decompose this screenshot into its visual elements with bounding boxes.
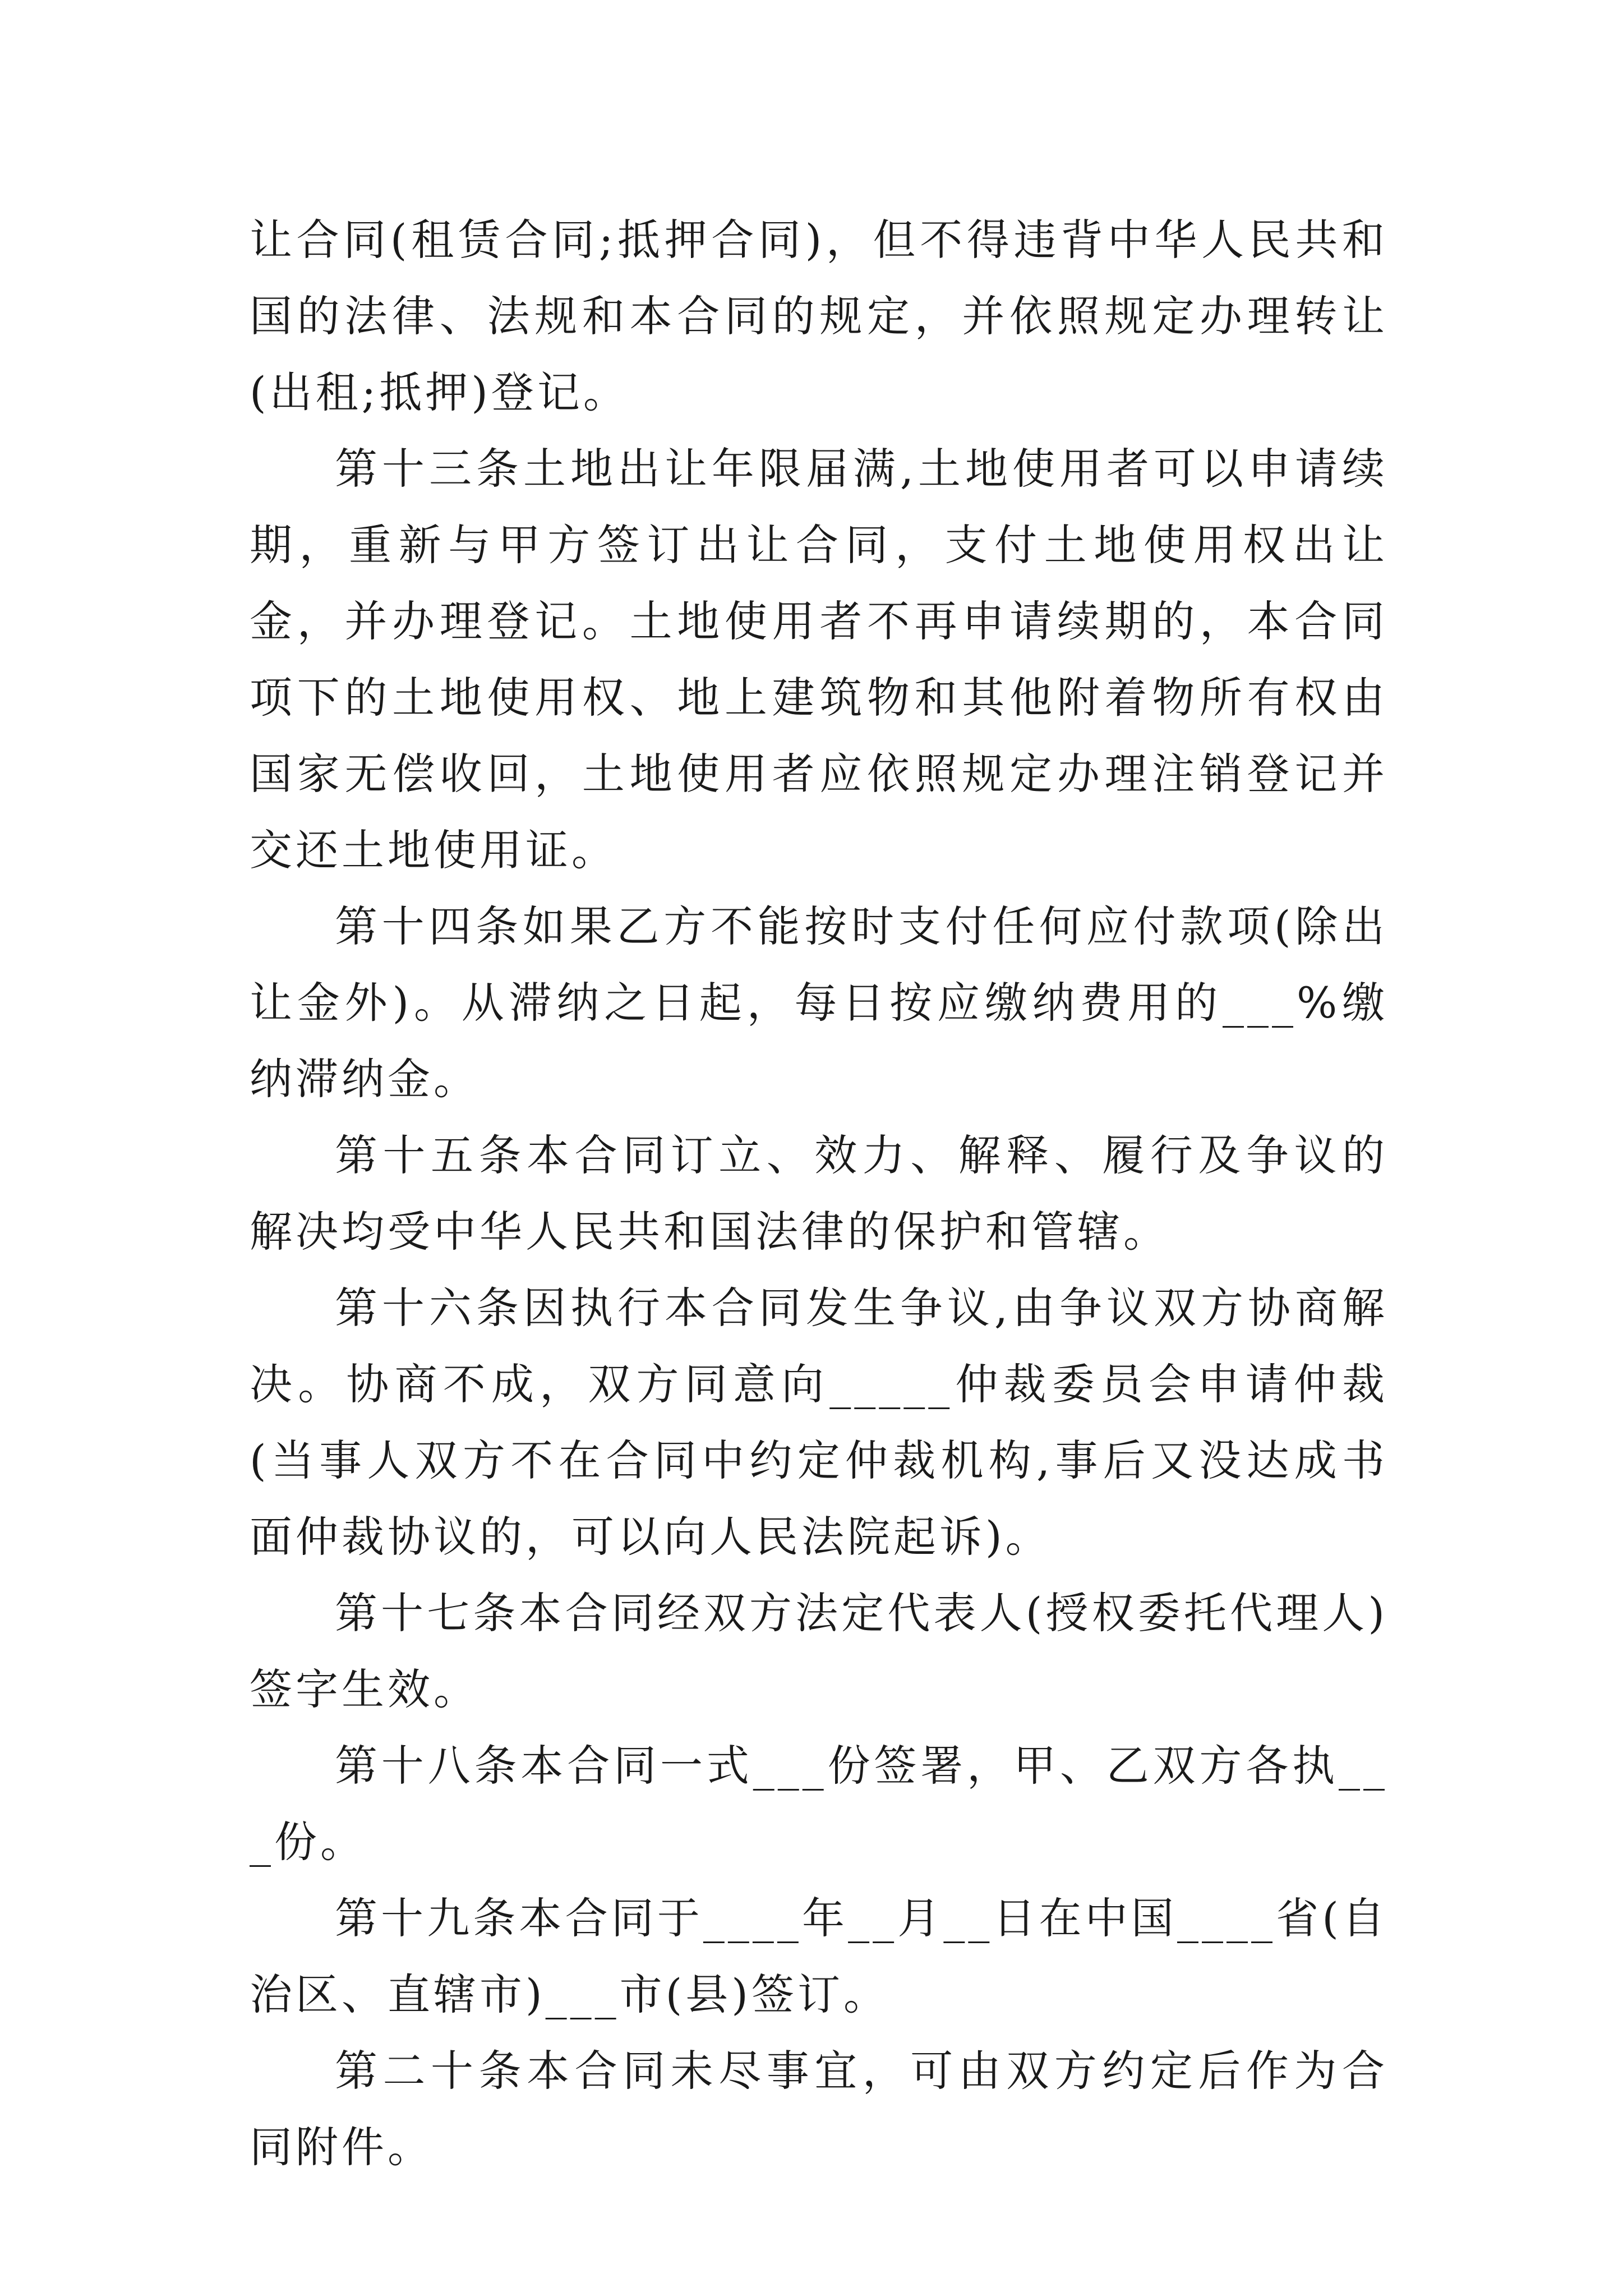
paragraph-article-13: 第十三条土地出让年限届满,土地使用者可以申请续期，重新与甲方签订出让合同，支付土地使用权出让金，并办理登记。土地使用者不再申请续期的，本合同项下的土地使用权、地上建筑物和其他附着物所有权由国家无偿收回，土地使用者应依照规定办理注销登记并交还土地使用证。: [250, 444, 1388, 875]
paragraph-article-17: 第十七条本合同经双方法定代表人(授权委托代理人)签字生效。: [250, 1588, 1388, 1714]
paragraph-article-20: 第二十条本合同未尽事宜，可由双方约定后作为合同附件。: [250, 2046, 1388, 2172]
paragraph-article-14: 第十四条如果乙方不能按时支付任何应付款项(除出让金外)。从滞纳之日起，每日按应缴纳费用的___%缴纳滞纳金。: [250, 901, 1388, 1104]
paragraph-article-19: 第十九条本合同于____年__月__日在中国____省(自治区、直辖市)___市(县)签订。: [250, 1893, 1388, 2019]
document-body: [250, 202, 1388, 2185]
paragraph-continuation: 让合同(租赁合同;抵押合同)，但不得违背中华人民共和国的法律、法规和本合同的规定，并依照规定办理转让(出租;抵押)登记。: [250, 215, 1388, 417]
paragraph-article-18: 第十八条本合同一式___份签署，甲、乙双方各执___份。: [250, 1741, 1388, 1867]
paragraph-article-15: 第十五条本合同订立、效力、解释、履行及争议的解决均受中华人民共和国法律的保护和管辖。: [250, 1130, 1388, 1257]
paragraph-article-16: 第十六条因执行本合同发生争议,由争议双方协商解决。协商不成，双方同意向_____仲裁委员会申请仲裁(当事人双方不在合同中约定仲裁机构,事后又没达成书面仲裁协议的，可以向人民法院起诉)。: [250, 1283, 1388, 1562]
